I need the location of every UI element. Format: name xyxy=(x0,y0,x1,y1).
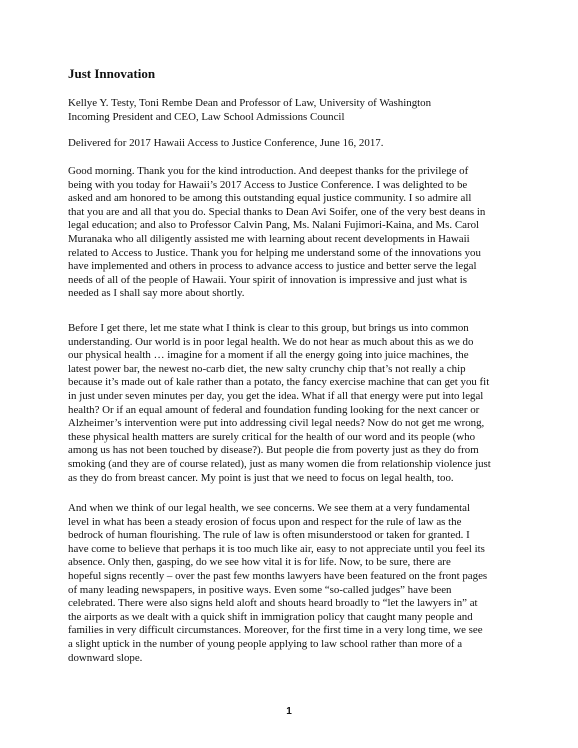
paragraph-line: in just under seven minutes per day, you get the idea. What if all that energy were put into legal xyxy=(68,389,484,402)
paragraph-line: our physical health … imagine for a moment if all the energy going into juice machines, the xyxy=(68,349,469,362)
paragraph-line: Alzheimer’s intervention were put into addressing civil legal needs? Now do not get me wrong, xyxy=(68,417,485,430)
paragraph-line: smoking (and they are of course related), just as many women die from relationship violence just xyxy=(68,457,491,470)
paragraph-line: a slight uptick in the number of young people applying to law school rather than more of a xyxy=(68,637,463,650)
paragraph-line: latest power bar, the newest no-carb diet, the new salty crunchy chip that’s not really a chip xyxy=(68,362,466,375)
paragraph-line: these physical health matters are surely critical for the health of our word and its people (who xyxy=(68,430,476,443)
delivered-note xyxy=(68,137,530,151)
paragraph-line: hopeful signs recently – over the past few months lawyers have been featured on the front pages xyxy=(68,569,488,582)
author-line: Incoming President and CEO, Law School Admissions Council xyxy=(68,110,345,123)
paragraph-line: absence. Only then, gasping, do we see how vital it is for life. Now, to be sure, there are xyxy=(68,556,451,569)
paragraph-line: among us has not been touched by disease?). But people die from poverty just as they do from xyxy=(68,444,479,457)
paragraph-line: that you are and all that you do. Special thanks to Dean Avi Soifer, one of the very best deans in xyxy=(68,205,486,218)
paragraph-line: because it’s made out of kale rather than a potato, the fancy exercise machine that can get you fit xyxy=(68,376,490,389)
paragraph-line: Before I get there, let me state what I think is clear to this group, but brings us into common xyxy=(68,322,469,334)
paragraph-line: legal education; and also to Professor Calvin Pang, Ms. Nalani Fujimori-Kaina, and Ms. Carol xyxy=(68,219,480,232)
paragraph-line: asked and am honored to be among this outstanding equal justice community. I so admire all xyxy=(68,192,472,205)
paragraph-line: families in very difficult circumstances. Moreover, for the first time in a very long time, we see xyxy=(68,624,483,637)
paragraph-line: Good morning. Thank you for the kind introduction. And deepest thanks for the privilege of xyxy=(68,165,469,177)
delivered-line: Delivered for 2017 Hawaii Access to Justice Conference, June 16, 2017. xyxy=(68,137,384,149)
paragraph-line: of many leading newspapers, in positive ways. Even some “so-called judges” have been xyxy=(68,583,452,596)
document-title: Just Innovation xyxy=(68,66,156,81)
paragraph-line: needed as I shall say more about shortly. xyxy=(68,287,245,300)
paragraph-1 xyxy=(68,165,530,301)
author-block xyxy=(68,97,530,124)
paragraph-line: have implemented and others in process to advance access to justice and better serve the legal xyxy=(68,260,477,273)
paragraph-line: bedrock of human flourishing. The rule of law is often misunderstood or taken for granted. I xyxy=(68,529,470,542)
paragraph-line: needs of all of the people of Hawaii. Your spirit of innovation is impressive and just what is xyxy=(68,273,467,286)
paragraph-line: downward slope. xyxy=(68,651,143,664)
paragraph-line: And when we think of our legal health, we see concerns. We see them at a very fundamental xyxy=(68,502,471,514)
paragraph-line: have come to believe that perhaps it is too much like air, easy to not appreciate until you feel its xyxy=(68,542,485,555)
paragraph-line: the airports as we dealt with a quick shift in immigration policy that caught many people and xyxy=(68,610,473,623)
paragraph-2 xyxy=(68,322,530,485)
paragraph-line: health? Or if an equal amount of federal and foundation funding looking for the next cancer or xyxy=(68,403,480,416)
paragraph-line: Muranaka who all diligently assisted me with learning about recent developments in Hawaii xyxy=(68,232,470,245)
paragraph-line: as they do from breast cancer. My point is just that we need to focus on legal health, too. xyxy=(68,471,454,484)
author-line: Kellye Y. Testy, Toni Rembe Dean and Professor of Law, University of Washington xyxy=(68,97,432,109)
paragraph-line: celebrated. There were also signs held aloft and shouts heard broadly to “let the lawyers in” at xyxy=(68,597,478,610)
paragraph-line: level in what has been a steady erosion of focus upon and respect for the rule of law as the xyxy=(68,515,462,528)
paragraph-line: related to Access to Justice. Thank you for helping me understand some of the innovations you xyxy=(68,246,481,259)
paragraph-line: understanding. Our world is in poor legal health. We do not hear as much about this as we do xyxy=(68,335,474,348)
paragraph-line: being with you today for Hawaii’s 2017 Access to Justice Conference. I was delighted to be xyxy=(68,178,468,191)
page-number: 1 xyxy=(286,706,292,717)
paragraph-3 xyxy=(68,502,530,665)
